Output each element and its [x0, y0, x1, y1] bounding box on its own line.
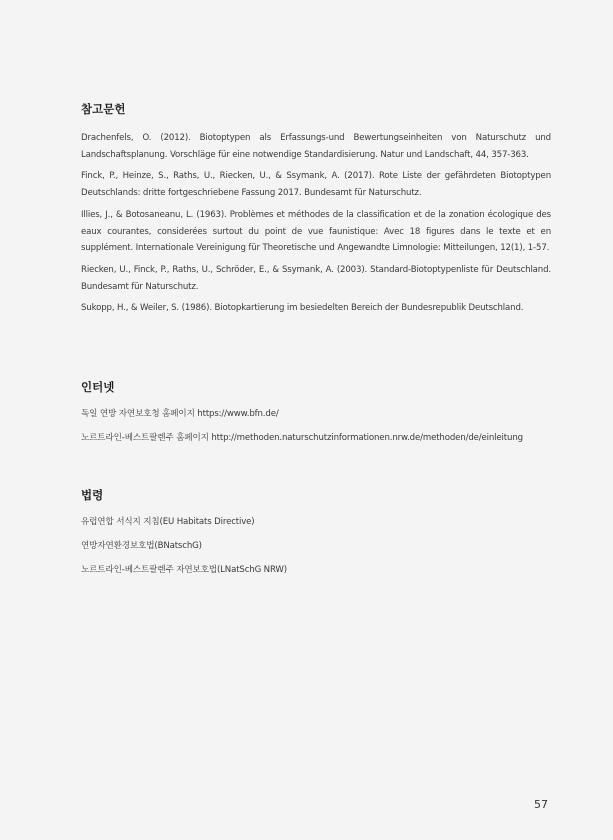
reference-item: Drachenfels, O. (2012). Biotoptypen als Erfassungs-und Bewertungseinheiten von Naturschutz und Landschaftsplanung. Vorschläge für eine notwendige Standardisierung. Natur und Landschaft, 44, 357-363.: [81, 133, 551, 160]
internet-heading: 인터넷: [81, 380, 115, 394]
law-item: 연방자연환경보호법(BNatschG): [81, 541, 202, 551]
reference-item: Riecken, U., Finck, P., Raths, U., Schröder, E., & Ssymank, A. (2003). Standard-Biotoptypenliste für Deutschland. Bundesamt für Naturschutz.: [81, 264, 551, 292]
law-item: 노르트라인-베스트팔렌주 자연보호법(LNatSchG NRW): [81, 565, 287, 575]
references-heading: 참고문헌: [81, 102, 126, 116]
reference-item: Finck, P., Heinze, S., Raths, U., Riecken, U., & Ssymank, A. (2017). Rote Liste der gefährdeten Biotoptypen Deutschlands: dritte fortgeschriebene Fassung 2017. Bundesamt für Naturschutz.: [81, 171, 551, 199]
internet-section: [81, 380, 551, 456]
reference-item: Illies, J., & Botosaneanu, L. (1963). Problèmes et méthodes de la classification et de la zonation écologique des eaux courantes, considerées surtout du point de vue faunistique: Avec 18 figures dans le texte et en supplément. Internationale Vereinigung für Theoretische und Angewandte Limnologie: Mitteilungen, 12(1), 1-57.: [81, 209, 551, 254]
internet-item: 노르트라인-베스트팔렌주 홈페이지 http://methoden.naturschutzinformationen.nrw.de/methoden/de/einleitung: [81, 433, 523, 443]
laws-heading: 법령: [81, 488, 104, 502]
page-number: 57: [534, 798, 548, 811]
reference-item: Sukopp, H., & Weiler, S. (1986). Biotopkartierung im besiedelten Bereich der Bundesrepublik Deutschland.: [81, 303, 524, 314]
laws-section: [81, 488, 551, 588]
references-section: [81, 102, 551, 322]
law-item: 유럽연합 서식지 지침(EU Habitats Directive): [81, 517, 255, 527]
internet-item: 독일 연방 자연보호청 홈페이지 https://www.bfn.de/: [81, 409, 279, 419]
